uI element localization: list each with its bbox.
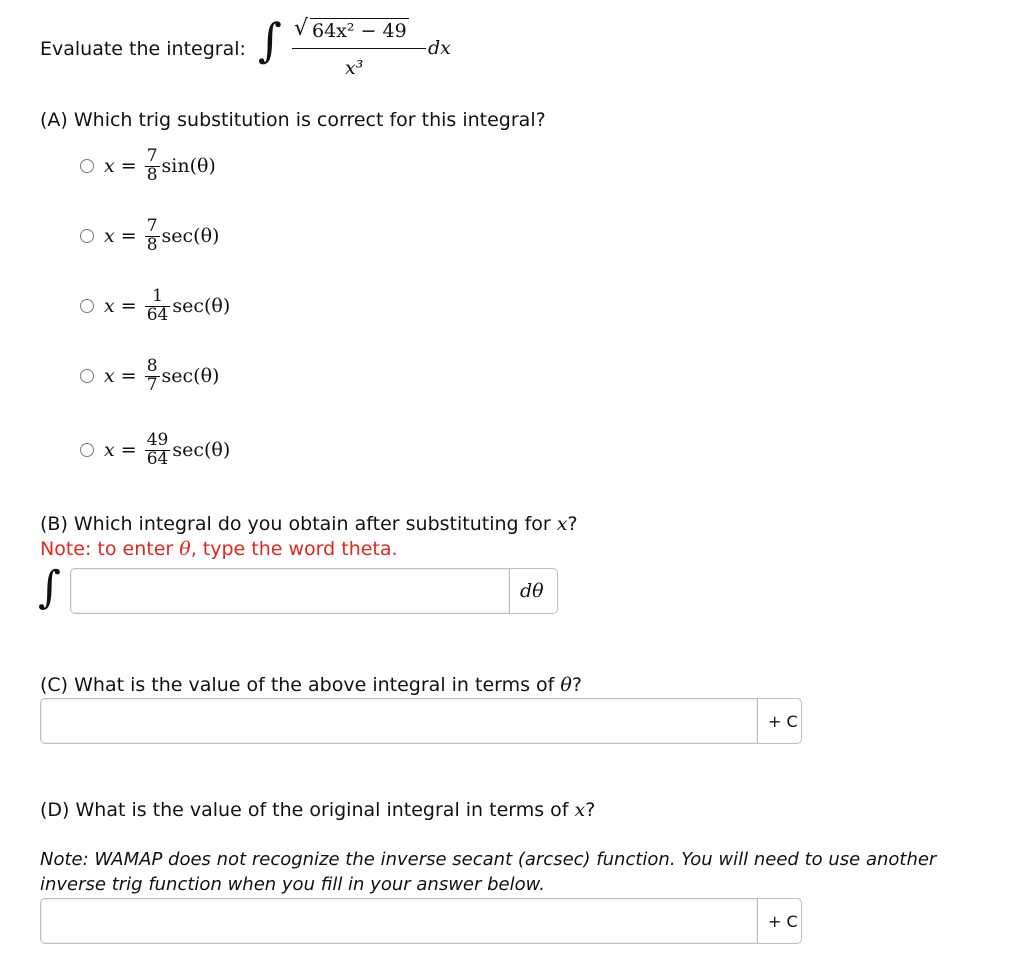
- radicand: 64x² − 49: [312, 20, 407, 42]
- option-sec-49-64[interactable]: [80, 432, 230, 469]
- option-sec-1-64[interactable]: [80, 288, 230, 325]
- part-c-answer-input[interactable]: [41, 699, 757, 743]
- option-sin-7-8[interactable]: [80, 148, 216, 185]
- radio-button[interactable]: [80, 299, 94, 313]
- option-function: sin(θ): [161, 155, 216, 178]
- part-b-question: (B) Which integral do you obtain after substituting for x?: [40, 513, 578, 535]
- option-function: sec(θ): [172, 439, 231, 462]
- integral-expression: [258, 6, 478, 86]
- option-denominator: 8: [146, 234, 158, 255]
- option-numerator: 49: [146, 430, 169, 450]
- option-numerator: 8: [146, 356, 158, 376]
- part-d-note-line-1: Note: WAMAP does not recognize the inverse secant (arcsec) function. You will need to use another: [40, 849, 937, 870]
- option-lhs: x =: [104, 295, 137, 318]
- option-denominator: 64: [146, 448, 169, 469]
- part-b-integrand-field[interactable]: [70, 568, 510, 614]
- variable-x: x: [556, 513, 568, 535]
- option-numerator: 7: [146, 216, 158, 236]
- radio-button[interactable]: [80, 229, 94, 243]
- part-d-note-line-2: inverse trig function when you fill in your answer below.: [40, 874, 545, 895]
- part-c-answer-field[interactable]: [40, 698, 758, 744]
- integrand-denominator: x³: [345, 57, 364, 79]
- option-function: sec(θ): [161, 225, 220, 248]
- part-d-constant-suffix: + C: [758, 898, 802, 944]
- option-denominator: 64: [146, 304, 169, 325]
- part-c-constant-suffix: + C: [758, 698, 802, 744]
- part-a-question: (A) Which trig substitution is correct for this integral?: [40, 109, 546, 131]
- part-c-question: (C) What is the value of the above integral in terms of θ?: [40, 674, 582, 696]
- option-lhs: x =: [104, 155, 137, 178]
- radio-button[interactable]: [80, 369, 94, 383]
- variable-theta: θ: [179, 538, 191, 560]
- option-lhs: x =: [104, 439, 137, 462]
- option-sec-7-8[interactable]: [80, 218, 219, 255]
- option-function: sec(θ): [161, 365, 220, 388]
- radio-button[interactable]: [80, 443, 94, 457]
- fraction-bar: [292, 48, 426, 49]
- part-d-answer-input[interactable]: [41, 899, 757, 943]
- option-function: sec(θ): [172, 295, 231, 318]
- option-numerator: 7: [146, 146, 158, 166]
- radio-button[interactable]: [80, 159, 94, 173]
- option-sec-8-7[interactable]: [80, 358, 219, 395]
- part-b-integral-sign: ∫: [38, 562, 61, 613]
- variable-x: x: [574, 799, 586, 821]
- part-b-note: Note: to enter θ, type the word theta.: [40, 538, 398, 560]
- option-denominator: 7: [146, 374, 158, 395]
- integral-sign: ∫: [258, 13, 282, 67]
- option-lhs: x =: [104, 225, 137, 248]
- part-b-dtheta-suffix: dθ: [510, 568, 558, 614]
- radical-sign: √: [294, 16, 309, 41]
- part-d-answer-field[interactable]: [40, 898, 758, 944]
- option-numerator: 1: [152, 286, 163, 306]
- differential-dx: dx: [428, 37, 451, 59]
- option-denominator: 8: [146, 164, 158, 185]
- integral-prompt-label: Evaluate the integral:: [40, 38, 246, 60]
- part-b-integrand-input[interactable]: [71, 569, 509, 613]
- part-d-question: (D) What is the value of the original integral in terms of x?: [40, 799, 596, 821]
- option-lhs: x =: [104, 365, 137, 388]
- variable-theta: θ: [560, 674, 572, 696]
